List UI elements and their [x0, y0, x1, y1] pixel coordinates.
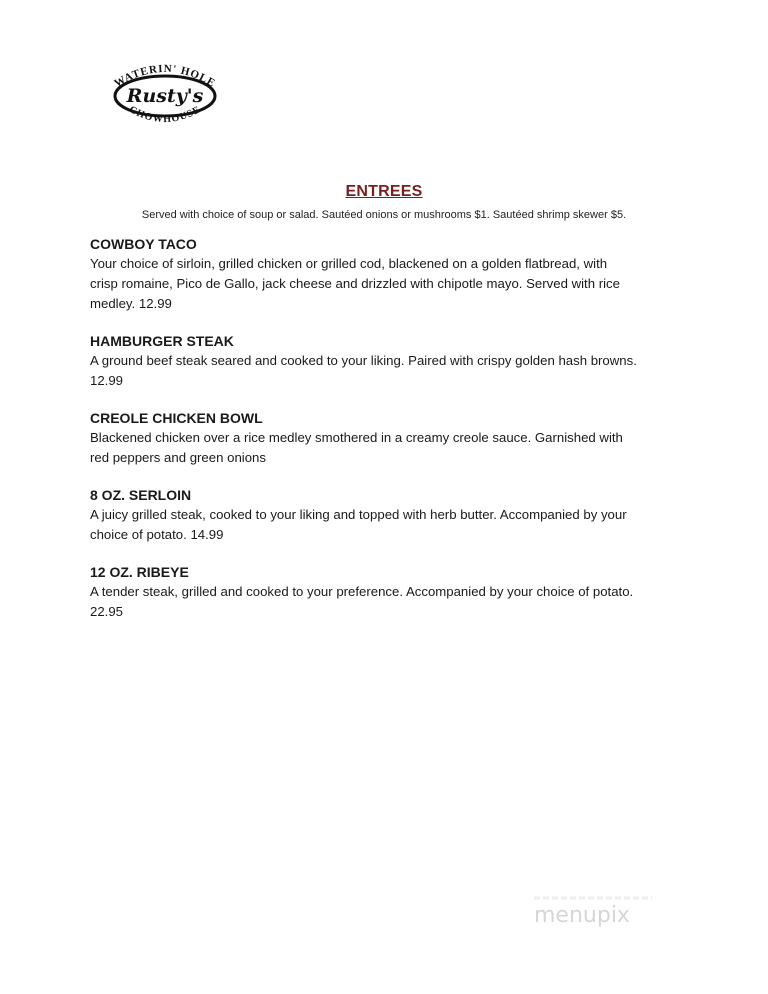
menu-item-desc-line: A ground beef steak seared and cooked to your liking. Paired with crispy golden hash browns. — [90, 353, 637, 368]
menu-item-desc-line: 12.99 — [90, 373, 124, 388]
menu-item-desc-line: 22.95 — [90, 604, 124, 619]
menu-item — [90, 485, 690, 545]
menu-item-name: 12 OZ. RIBEYE — [90, 564, 189, 580]
restaurant-logo — [106, 58, 224, 130]
menu-item-desc-line: Your choice of sirloin, grilled chicken or grilled cod, blackened on a golden flatbread, with — [90, 256, 608, 271]
watermark-graphic — [532, 892, 652, 932]
menu-item-desc-line: crisp romaine, Pico de Gallo, jack cheese and drizzled with chipotle mayo. Served with rice — [90, 276, 620, 291]
section-title: ENTREES — [345, 183, 423, 200]
menu-items — [90, 234, 690, 639]
menu-item — [90, 562, 690, 622]
menu-item-name: COWBOY TACO — [90, 236, 197, 252]
menu-item-name: 8 OZ. SERLOIN — [90, 487, 192, 503]
menu-item-desc-line: A juicy grilled steak, cooked to your liking and topped with herb butter. Accompanied by your — [90, 507, 627, 522]
logo-graphic — [106, 58, 224, 130]
menu-item — [90, 234, 690, 314]
logo-top-text: WATERIN' HOLE — [112, 62, 218, 90]
menu-item-name: CREOLE CHICKEN BOWL — [90, 410, 263, 426]
menu-item-desc-line: Blackened chicken over a rice medley smothered in a creamy creole sauce. Garnished with — [90, 430, 623, 445]
menu-item — [90, 331, 690, 391]
menu-item — [90, 408, 690, 468]
logo-script-text: Rusty's — [126, 85, 204, 107]
menu-item-desc-line: medley. 12.99 — [90, 296, 172, 311]
menu-item-desc-line: red peppers and green onions — [90, 450, 266, 465]
menu-item-name: HAMBURGER STEAK — [90, 333, 234, 349]
logo-bottom-text: CHOWHOUSE — [127, 104, 203, 126]
section-note: Served with choice of soup or salad. Sautéed onions or mushrooms $1. Sautéed shrimp skewer $5. — [141, 209, 627, 221]
menu-item-desc-line: choice of potato. 14.99 — [90, 527, 224, 542]
menupix-watermark — [532, 892, 652, 932]
watermark-text: menupix — [534, 903, 630, 928]
menu-item-desc-line: A tender steak, grilled and cooked to your preference. Accompanied by your choice of potato. — [90, 584, 634, 599]
